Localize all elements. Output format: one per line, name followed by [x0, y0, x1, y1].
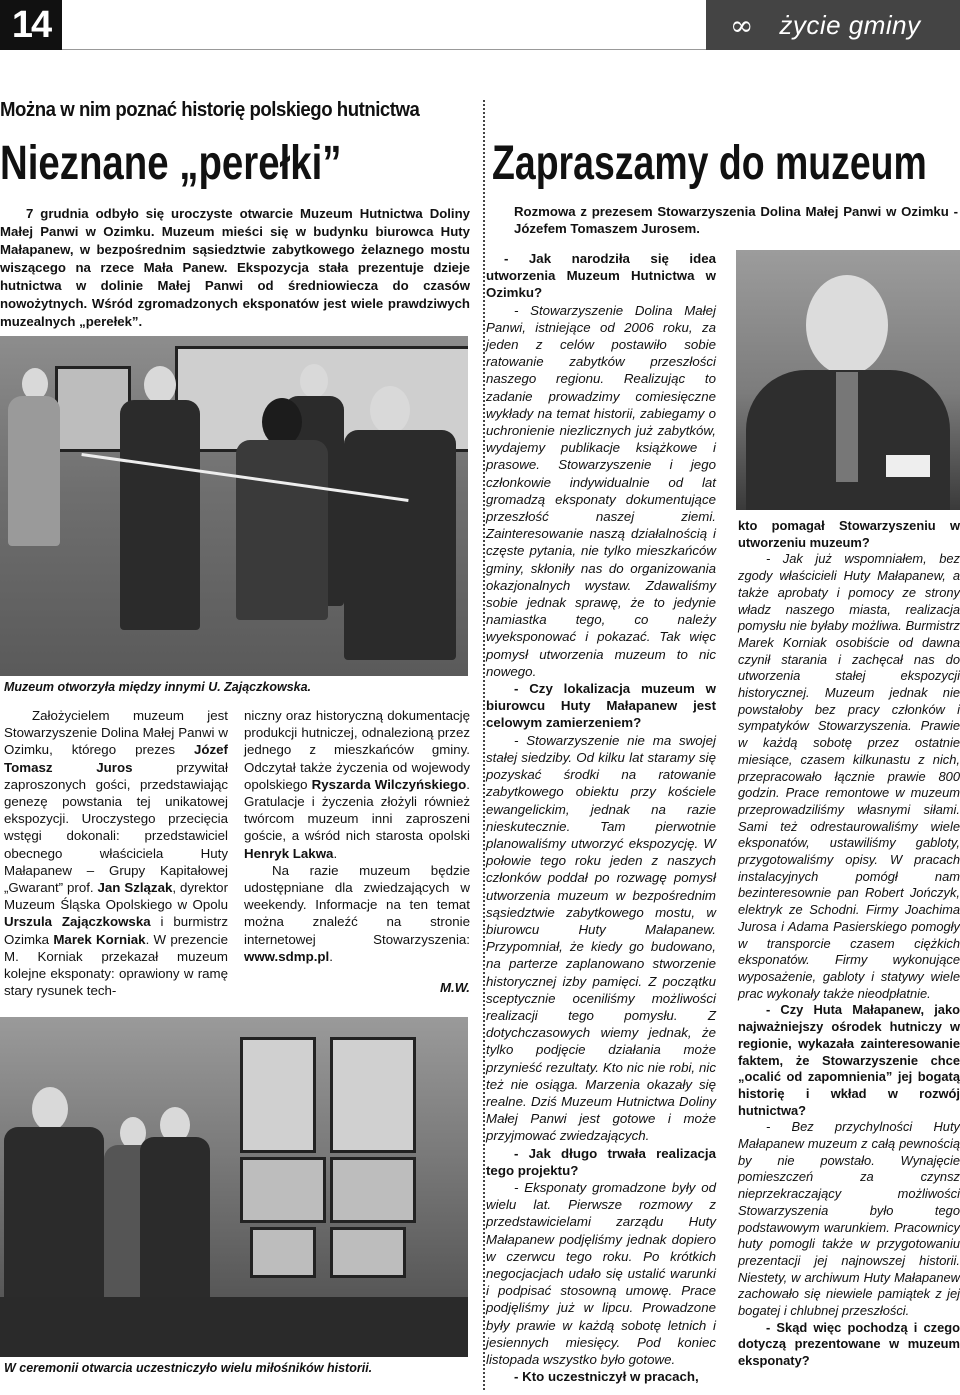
name-badge [886, 455, 930, 477]
photo2-caption: W ceremonii otwarcia uczestniczyło wielu miłośników historii. [4, 1361, 373, 1375]
left-body-column-1: Założycielem muzeum jest Stowarzyszenie Dolina Małej Panwi w Ozimku, którego prezes Józef Tomasz Juros przywitał zaproszonych gości, przedstawiając genezę powstania tej unikatowej ekspozycji. Uroczystego przecięcia wstęgi dokonali: przedstawiciel obecnego właściciela Huty Małapanew – Grupy Kapitałowej „Gwarant” prof. Jan Szlązak, dyrektor Muzeum Śląska Opolskiego w Opolu Urszula Zajączkowska i burmistrz Ozimka Marek Korniak. W prezencie M. Korniak przekazał muzeum kolejne eksponaty: oprawiony w ramę stary rysunek tech- [4, 708, 228, 999]
header-rule [62, 49, 707, 50]
interview-column-2: kto pomagał Stowarzyszeniu w utworzeniu muzeum? - Jak już wspomniałem, bez zgody właścicieli Huty Małapanew, a także aprobaty i pomocy ze strony władz naszego miasta, realizacja pomysłu nie byłaby możliwa. Burmistrz Marek Korniak osobiście od dawna czynił starania i zachęcał nas do utworzenia stałej ekspozycji historycznej. Muzeum jednak nie powstałoby bez pracy członków i sympatyków Stowarzyszenia. Prawie w każdą sobotę przez ostatnie miesiące, czasem kilkunastu z nich, przepracowało łącznie prawie 800 godzin. Prace remontowe w muzeum przeprowadziliśmy własnymi siłami. Sami też odrestaurowaliśmy wiele eksponatów, ustawiliśmy gabloty, przygotowaliśmy opisy. W pracach instalacyjnych pomógł nam bezinteresownie pan Robert Jończyk, elektryk ze Schodni. Firmy Joachima Jurosa i Adama Pasierskiego pomogły w transporcie czasem ciężkich eksponatów. Firmy wykonujące wyposażenie, gabloty i statywy wiele prac wykonały także nieodpłatnie. - Czy Huta Małapanew, jako najważniejszy ośrodek hutniczy w regionie, wykazała zainteresowanie faktem, że Stowarzyszenie chce „ocalić od zapomnienia” jej bogatą historię i wkład w rozwój hutnictwa? - Bez przychylności Huty Małapanew muzeum z całą pewnością by nie powstało. Wynajęcie pomieszczeń za czynsz nieprzekraczający możliwości Stowarzyszenia było tego podstawowym warunkiem. Pracownicy huty pomogli także w przygotowaniu prezentacji jej najnowszej historii. Niestety, w archiwum Huty Małapanew zachowało się niewiele pamiątek z jej bogatej i chlubnej przeszłości. - Skąd więc pochodzą i czego dotyczą prezentowane w muzeum eksponaty? [738, 518, 960, 1369]
portrait-photo [736, 250, 960, 510]
column-divider [483, 100, 485, 1390]
left-body-column-2: niczny oraz historyczną dokumentację produkcji hutniczej, odnalezioną przez jednego z mieszkańców gminy. Odczytał także życzenia od wojewody opolskiego Ryszarda Wilczyńskiego. Gratulacje i życzenia złożyli również twórcom muzeum inni zaproszeni goście, a wśród nich starosta opolski Henryk Lakwa. Na razie muzeum będzie udostępniane dla zwiedzających w weekendy. Informacje na ten temat można znaleźć na stronie internetowej Stowarzyszenia: www.sdmp.pl. M.W. [244, 708, 470, 996]
left-lead [0, 205, 470, 331]
lead-text: 7 grudnia odbyło się uroczyste otwarcie Muzeum Hutnictwa Doliny Małej Panwi w Ozimku. Muzeum mieści się w budynku biurowca Huty Małapanew, w bezpośrednim sąsiedztwie zabytkowego żelaznego mostu wiszącego na rzece Mała Panew. Ekspozycja stała prezentuje dzieje hutnictwa w dolinie Małej Panwi od średniowiecza do czasów nowożytnych. Wśród zgromadzonych eksponatów jest wiele prawdziwych muzealnych „perełek”. [0, 206, 470, 329]
section-banner [706, 0, 960, 50]
page-number: 14 [0, 0, 62, 50]
photo-window [240, 1037, 316, 1153]
left-kicker: Można w nim poznać historię polskiego hutnictwa [0, 99, 420, 121]
section-logo-icon: ∞ [730, 8, 754, 42]
ribbon-cutting-photo [0, 336, 468, 676]
left-headline: Nieznane „perełki” [0, 137, 342, 190]
right-headline: Zapraszamy do muzeum [492, 137, 927, 190]
exhibition-photo [0, 1017, 468, 1357]
signature: M.W. [439, 980, 470, 996]
photo1-caption: Muzeum otworzyła między innymi U. Zajączkowska. [4, 680, 312, 694]
interview-column-1: - Jak narodziła się idea utworzenia Muzeum Hutnictwa w Ozimku? - Stowarzyszenie Dolina Małej Panwi, istniejące od 2006 roku, za jeden z celów postawiło sobie ratowanie zabytków przeszłości naszego regionu. Realizując to zadanie prowadzimy comiesięczne wykłady na temat historii, zabiegamy o uchronienie niezlicznych już zabytków, wydajemy publikacje książkowe i prasowe. Stowarzyszenie i jego członkowie indywidualnie od lat gromadzą eksponaty dokumentujące przeszłość naszej ziemi. Zainteresowanie naszą działalnością i częste pytania, nie tylko mieszkańców gminy, skłoniły nas do organizowania okazjonalnych wystaw. Zdawaliśmy sobie jednak sprawę, że to jedynie namiastka tego, co należy wyeksponować i pokazać. Tak więc pomysł utworzenia muzeum to nic nowego. - Czy lokalizacja muzeum w biurowcu Huty Małapanew jest celowym zamierzeniem? - Stowarzyszenie nie ma swojej stałej siedziby. Od kilku lat staramy się pozyskać środki na ratowanie zabytkowego obiektu przy kościele ewangelickim, jednak na razie nieskutecznie. Tam pierwotnie planowaliśmy utworzyć ekspozycję. W połowie tego roku jeden z naszych członków poddał po rozwagę pomysł utworzenia muzeum w bezpośrednim sąsiedztwie zabytkowego mostu, w biurowcu Huty Małapanew. Przypomniał, że kiedy go budowano, na parterze zaplanowano stworzenie historycznej izby pamięci. Z początku sceptycznie oceniliśmy możliwości realizacji tego pomysłu. Z dotychczasowych wiemy jednak, że tylko podjęcie działania może przynieść rezultaty. Kto nic nie robi, nic też nie osiąga. Marzenia okazały się realne. Dziś Muzeum Hutnictwa Doliny Małej Panwi jest gotowe i może przyjmować zwiedzających. - Jak długo trwała realizacja tego projektu? - Eksponaty gromadzone były od wielu lat. Pierwsze rozmowy z przedstawicielami zarządu Huty Małapanew podjęliśmy jednak dopiero w czerwcu tego roku. Po krótkich negocjacjach udało się ustalić warunki i podpisać stosowną umowę. Prace podjęliśmy już w lipcu. Prowadzone były prawie w każdą sobotę letnich i jesiennych miesięcy. Pod koniec listopada wszystko było gotowe. - Kto uczestniczył w pracach, [486, 251, 716, 1385]
interview-intro: Rozmowa z prezesem Stowarzyszenia Dolina Małej Panwi w Ozimku - Józefem Tomaszem Jurosem. [514, 204, 958, 236]
section-title: życie gminy [779, 9, 921, 40]
portrait-face [806, 275, 888, 375]
